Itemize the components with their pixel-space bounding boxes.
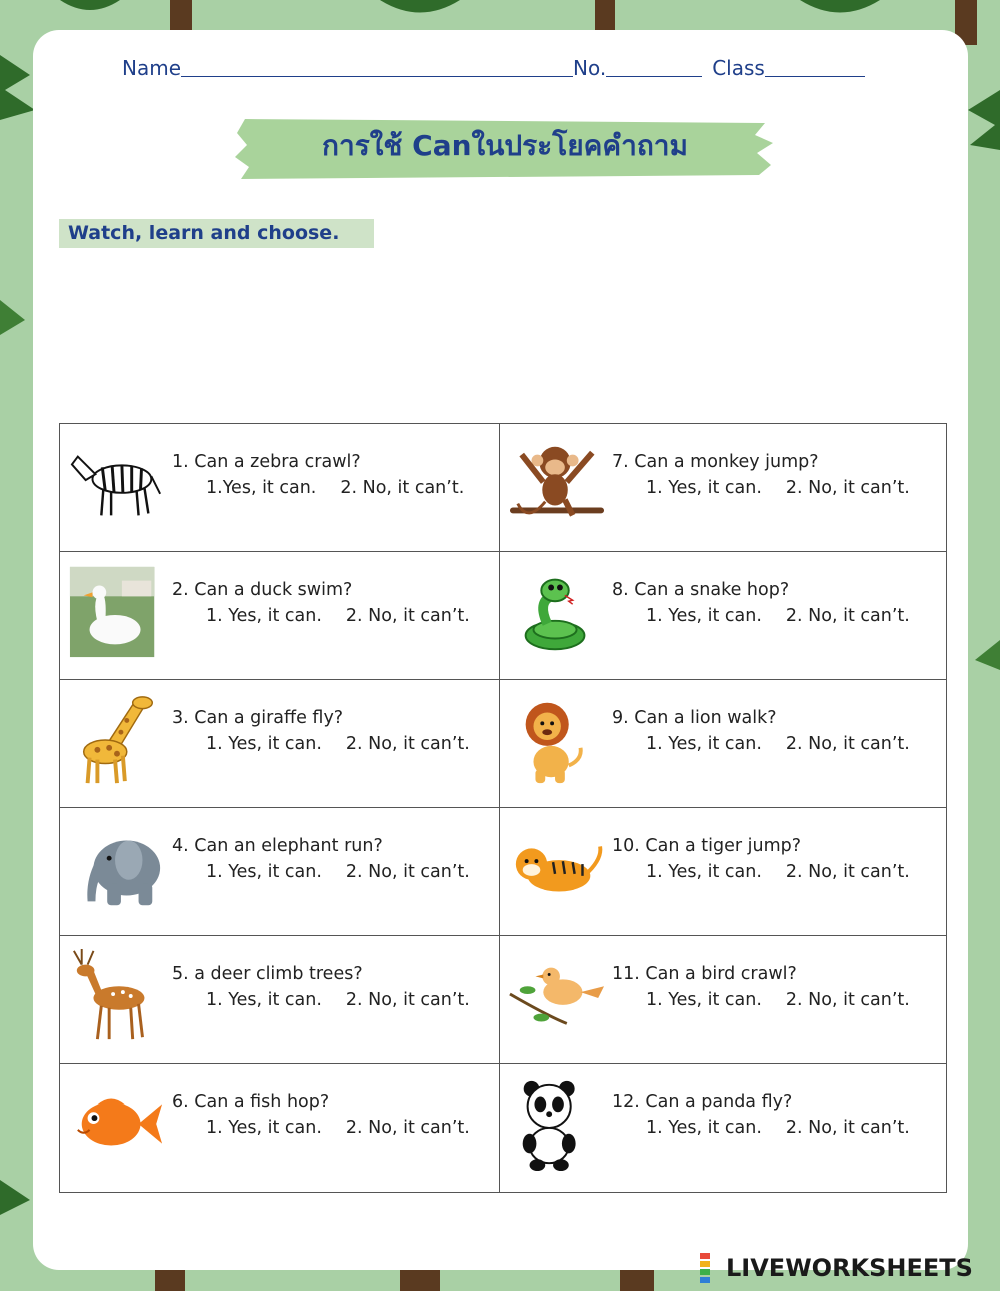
question-cell <box>500 808 946 936</box>
question-text: 2. Can a duck swim? <box>172 580 353 600</box>
question-grid <box>59 423 947 1193</box>
option-no[interactable]: 2. No, it can’t. <box>345 1118 470 1138</box>
answer-options <box>206 734 470 754</box>
question-text: 9. Can a lion walk? <box>612 708 777 728</box>
option-no[interactable]: 2. No, it can’t. <box>345 606 470 626</box>
question-cell <box>500 680 946 808</box>
duck-icon <box>68 562 166 662</box>
question-text: 3. Can a giraffe fly? <box>172 708 344 728</box>
option-no[interactable]: 2. No, it can’t. <box>345 734 470 754</box>
question-text: 5. a deer climb trees? <box>172 964 363 984</box>
option-yes[interactable]: 1. Yes, it can. <box>206 1118 322 1138</box>
question-text: 1. Can a zebra crawl? <box>172 452 361 472</box>
page-title: การใช้ Canในประโยคคำถาม <box>322 129 688 162</box>
option-no[interactable]: 2. No, it can’t. <box>785 478 910 498</box>
answer-options <box>206 478 464 498</box>
question-text: 8. Can a snake hop? <box>612 580 790 600</box>
option-no[interactable]: 2. No, it can’t. <box>785 862 910 882</box>
option-yes[interactable]: 1. Yes, it can. <box>206 606 322 626</box>
lion-icon <box>508 690 606 790</box>
deer-icon <box>68 946 166 1046</box>
question-cell <box>60 552 500 680</box>
answer-options <box>206 1118 470 1138</box>
option-yes[interactable]: 1. Yes, it can. <box>206 990 322 1010</box>
option-no[interactable]: 2. No, it can’t. <box>785 990 910 1010</box>
question-text: 11. Can a bird crawl? <box>612 964 797 984</box>
panda-icon <box>508 1074 606 1174</box>
question-cell <box>60 1064 500 1192</box>
option-yes[interactable]: 1. Yes, it can. <box>646 734 762 754</box>
option-yes[interactable]: 1. Yes, it can. <box>646 862 762 882</box>
question-cell <box>500 1064 946 1192</box>
class-field[interactable] <box>765 58 865 77</box>
option-no[interactable]: 2. No, it can’t. <box>345 862 470 882</box>
question-cell <box>60 808 500 936</box>
question-text: 6. Can a fish hop? <box>172 1092 330 1112</box>
answer-options <box>646 862 910 882</box>
option-yes[interactable]: 1. Yes, it can. <box>206 862 322 882</box>
zebra-icon <box>68 434 166 534</box>
question-cell <box>60 936 500 1064</box>
name-field[interactable] <box>181 58 573 77</box>
logo-text: LIVEWORKSHEETS <box>726 1254 973 1282</box>
instruction-text: Watch, learn and choose. <box>59 219 374 248</box>
number-label: No. <box>573 56 607 80</box>
option-no[interactable]: 2. No, it can’t. <box>785 734 910 754</box>
option-yes[interactable]: 1. Yes, it can. <box>646 1118 762 1138</box>
answer-options <box>646 478 910 498</box>
answer-options <box>646 734 910 754</box>
answer-options <box>646 990 910 1010</box>
bird-icon <box>508 946 606 1046</box>
answer-options <box>646 606 910 626</box>
snake-icon <box>508 562 606 662</box>
question-text: 7. Can a monkey jump? <box>612 452 819 472</box>
monkey-icon <box>508 434 606 534</box>
option-no[interactable]: 2. No, it can’t. <box>345 990 470 1010</box>
fish-icon <box>68 1074 166 1174</box>
liveworksheets-logo[interactable] <box>700 1253 973 1283</box>
option-yes[interactable]: 1. Yes, it can. <box>206 734 322 754</box>
number-field[interactable] <box>606 58 702 77</box>
logo-mark-icon <box>700 1253 722 1283</box>
question-text: 12. Can a panda fly? <box>612 1092 793 1112</box>
option-no[interactable]: 2. No, it can’t. <box>785 1118 910 1138</box>
giraffe-icon <box>68 690 166 790</box>
answer-options <box>206 862 470 882</box>
option-yes[interactable]: 1. Yes, it can. <box>646 478 762 498</box>
answer-options <box>206 606 470 626</box>
question-text: 10. Can a tiger jump? <box>612 836 802 856</box>
question-cell <box>60 680 500 808</box>
answer-options <box>646 1118 910 1138</box>
option-no[interactable]: 2. No, it can’t. <box>340 478 465 498</box>
option-yes[interactable]: 1. Yes, it can. <box>646 606 762 626</box>
question-cell <box>500 424 946 552</box>
tiger-icon <box>508 818 606 918</box>
question-cell <box>60 424 500 552</box>
elephant-icon <box>68 818 166 918</box>
answer-options <box>206 990 470 1010</box>
option-yes[interactable]: 1. Yes, it can. <box>646 990 762 1010</box>
option-no[interactable]: 2. No, it can’t. <box>785 606 910 626</box>
question-cell <box>500 936 946 1064</box>
question-cell <box>500 552 946 680</box>
option-yes[interactable]: 1.Yes, it can. <box>206 478 317 498</box>
class-label: Class <box>712 56 765 80</box>
question-text: 4. Can an elephant run? <box>172 836 383 856</box>
name-label: Name <box>122 56 182 80</box>
student-info-line <box>122 56 882 80</box>
